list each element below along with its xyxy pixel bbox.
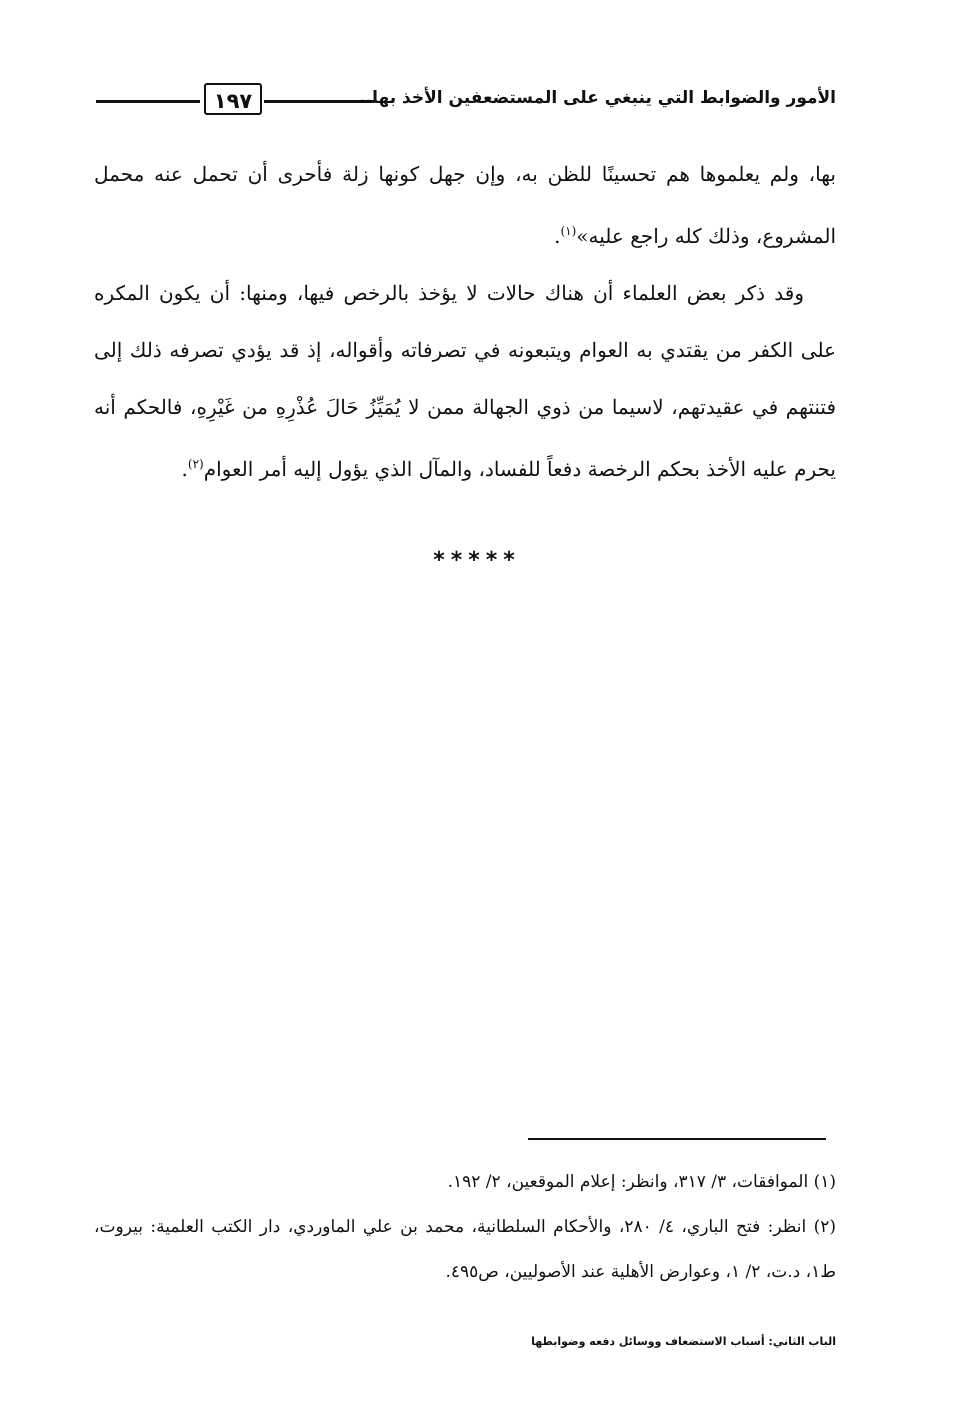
paragraph — [94, 265, 836, 498]
header-rule — [96, 100, 200, 103]
running-footer: الباب الثاني: أسباب الاستضعاف ووسائل دفعه وضوابطها — [531, 1335, 836, 1348]
running-header — [92, 82, 836, 122]
page-number: ١٩٧ — [204, 83, 262, 115]
paragraph-text: بها، ولم يعلموها هم تحسينًا للظن به، وإن جهل كونها زلة فأحرى أن تحمل عنه محمل المشروع، وذلك كله راجع عليه» — [94, 162, 836, 248]
paragraph-text: وقد ذكر بعض العلماء أن هناك حالات لا يؤخذ بالرخص فيها، ومنها: أن يكون المكره على الكفر من يقتدي به العوام ويتبعونه في تصرفاته وأقواله، إذ قد يؤدي تصرفه ذلك إلى فتنتهم في عقيدتهم، لاسيما من ذوي الجهالة ممن لا يُمَيِّزُ حَالَ عُذْرِهِ من غَيْرِهِ، فالحكم أنه يحرم عليه الأخذ بحكم الرخصة دفعاً للفساد، والمآل الذي يؤول إليه أمر العوام — [94, 281, 836, 481]
running-header-title: الأمور والضوابط التي ينبغي على المستضعفين الأخذ بها.. — [359, 88, 836, 108]
section-separator: ***** — [433, 548, 521, 573]
header-rule — [264, 100, 374, 103]
paragraph — [94, 146, 836, 265]
footnote-reference: (٢) — [187, 457, 204, 471]
paragraph-end: . — [181, 457, 188, 481]
paragraph-end: . — [554, 224, 561, 248]
footnote: (١) الموافقات، ٣/ ٣١٧، وانظر: إعلام الموقعين، ٢/ ١٩٢. — [447, 1172, 836, 1192]
footnote-rule — [528, 1138, 826, 1140]
footnote: (٢) انظر: فتح الباري، ٤/ ٢٨٠، والأحكام السلطانية، محمد بن علي الماوردي، دار الكتب العلمية: بيروت، ط١، د.ت، ٢/ ١، وعوارض الأهلية عند الأصوليين، ص٤٩٥. — [94, 1217, 836, 1282]
footnote-reference: (١) — [560, 224, 577, 238]
footnotes — [94, 1160, 836, 1295]
body-text — [94, 146, 836, 498]
